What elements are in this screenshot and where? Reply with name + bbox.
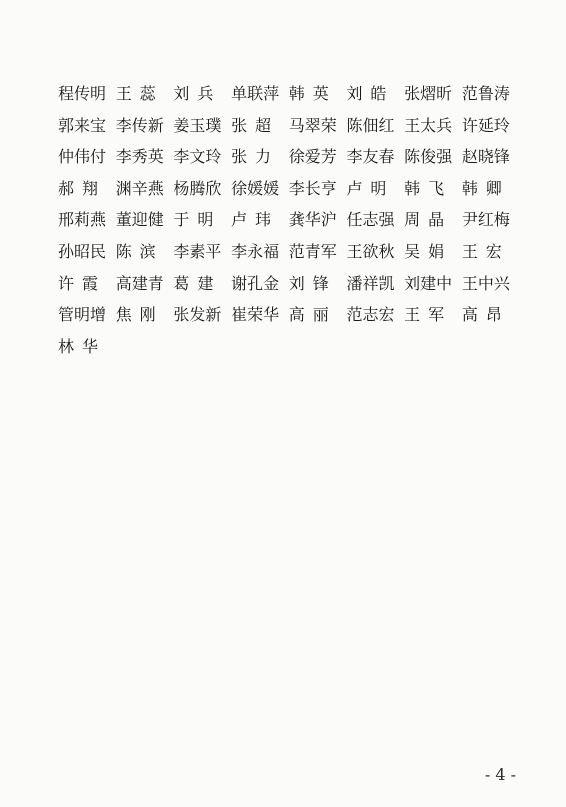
name-entry: 韩 卿: [461, 178, 502, 198]
name-entry: 高 丽: [288, 305, 329, 325]
name-entry: 崔 荣 华: [231, 305, 280, 325]
name-entry: 程 传 明: [58, 84, 107, 103]
name-entry: 陈 滨: [115, 241, 156, 261]
name-entry: 于 明: [173, 210, 214, 230]
name-entry: 徐 爱 芳: [288, 147, 337, 167]
name-entry: 赵 晓 锋: [461, 147, 510, 167]
name-entry: 韩 英: [288, 84, 329, 103]
name-entry: 陈 佃 红: [346, 115, 395, 135]
name-entry: 范 青 军: [288, 241, 337, 261]
name-entry: 谢 孔 金: [231, 273, 280, 293]
name-entry: 张 超: [231, 115, 272, 135]
name-entry: 王 宏: [461, 241, 502, 261]
name-entry: 范 鲁 涛: [461, 84, 510, 103]
name-entry: 任 志 强: [346, 210, 395, 230]
name-entry: 李 传 新: [115, 115, 164, 135]
name-entry: 孙 昭 民: [58, 241, 107, 261]
name-entry: 管 明 增: [58, 305, 107, 325]
name-entry: 焦 刚: [115, 305, 156, 325]
name-entry: 王 中 兴: [461, 273, 510, 293]
name-entry: 林 华: [58, 336, 98, 356]
name-entry: 刘 兵: [173, 84, 214, 103]
name-entry: 郝 翔: [58, 178, 98, 198]
name-entry: 高 昂: [461, 305, 502, 325]
name-entry: 王 军: [404, 305, 445, 325]
name-entry: 徐 媛 媛: [231, 178, 280, 198]
name-entry: 李 长 亨: [288, 178, 337, 198]
name-entry: 董 迎 健: [115, 210, 164, 230]
name-entry: 王 蕊: [115, 84, 156, 103]
name-entry: 王 太 兵: [404, 115, 453, 135]
name-entry: 卢 明: [346, 178, 387, 198]
name-entry: 李 文 玲: [173, 147, 222, 167]
name-entry: 范 志 宏: [346, 305, 395, 325]
name-entry: 郭 来 宝: [58, 115, 107, 135]
name-entry: 尹 红 梅: [461, 210, 510, 230]
name-entry: 单 联 萍: [231, 84, 280, 103]
page-number: - 4 -: [484, 765, 516, 784]
name-entry: 潘 祥 凯: [346, 273, 395, 293]
name-entry: 陈 俊 强: [404, 147, 453, 167]
name-entry: 卢 玮: [231, 210, 272, 230]
name-entry: 周 晶: [404, 210, 445, 230]
name-entry: 吴 娟: [404, 241, 445, 261]
name-entry: 韩 飞: [404, 178, 445, 198]
name-entry: 姜 玉 璞: [173, 115, 222, 135]
name-entry: 刘 皓: [346, 84, 387, 103]
name-entry: 李 秀 英: [115, 147, 164, 167]
name-entry: 许 延 玲: [461, 115, 510, 135]
name-entry: 李 素 平: [173, 241, 222, 261]
name-entry: 邢 莉 燕: [58, 210, 107, 230]
name-entry: 马 翠 荣: [288, 115, 337, 135]
name-list: [58, 84, 518, 368]
name-entry: 李 友 春: [346, 147, 395, 167]
name-entry: 张 力: [231, 147, 272, 167]
name-entry: 杨 腾 欣: [173, 178, 222, 198]
name-entry: 渊 辛 燕: [115, 178, 164, 198]
name-entry: 张 发 新: [173, 305, 222, 325]
name-entry: 高 建 青: [115, 273, 164, 293]
name-entry: 张 熠 昕: [404, 84, 453, 103]
name-entry: 刘 锋: [288, 273, 329, 293]
name-entry: 李 永 福: [231, 241, 280, 261]
name-entry: 龚 华 沪: [288, 210, 337, 230]
name-entry: 仲 伟 付: [58, 147, 107, 167]
name-entry: 葛 建: [173, 273, 214, 293]
name-entry: 王 欲 秋: [346, 241, 395, 261]
name-entry: 许 霞: [58, 273, 98, 293]
name-entry: 刘 建 中: [404, 273, 453, 293]
